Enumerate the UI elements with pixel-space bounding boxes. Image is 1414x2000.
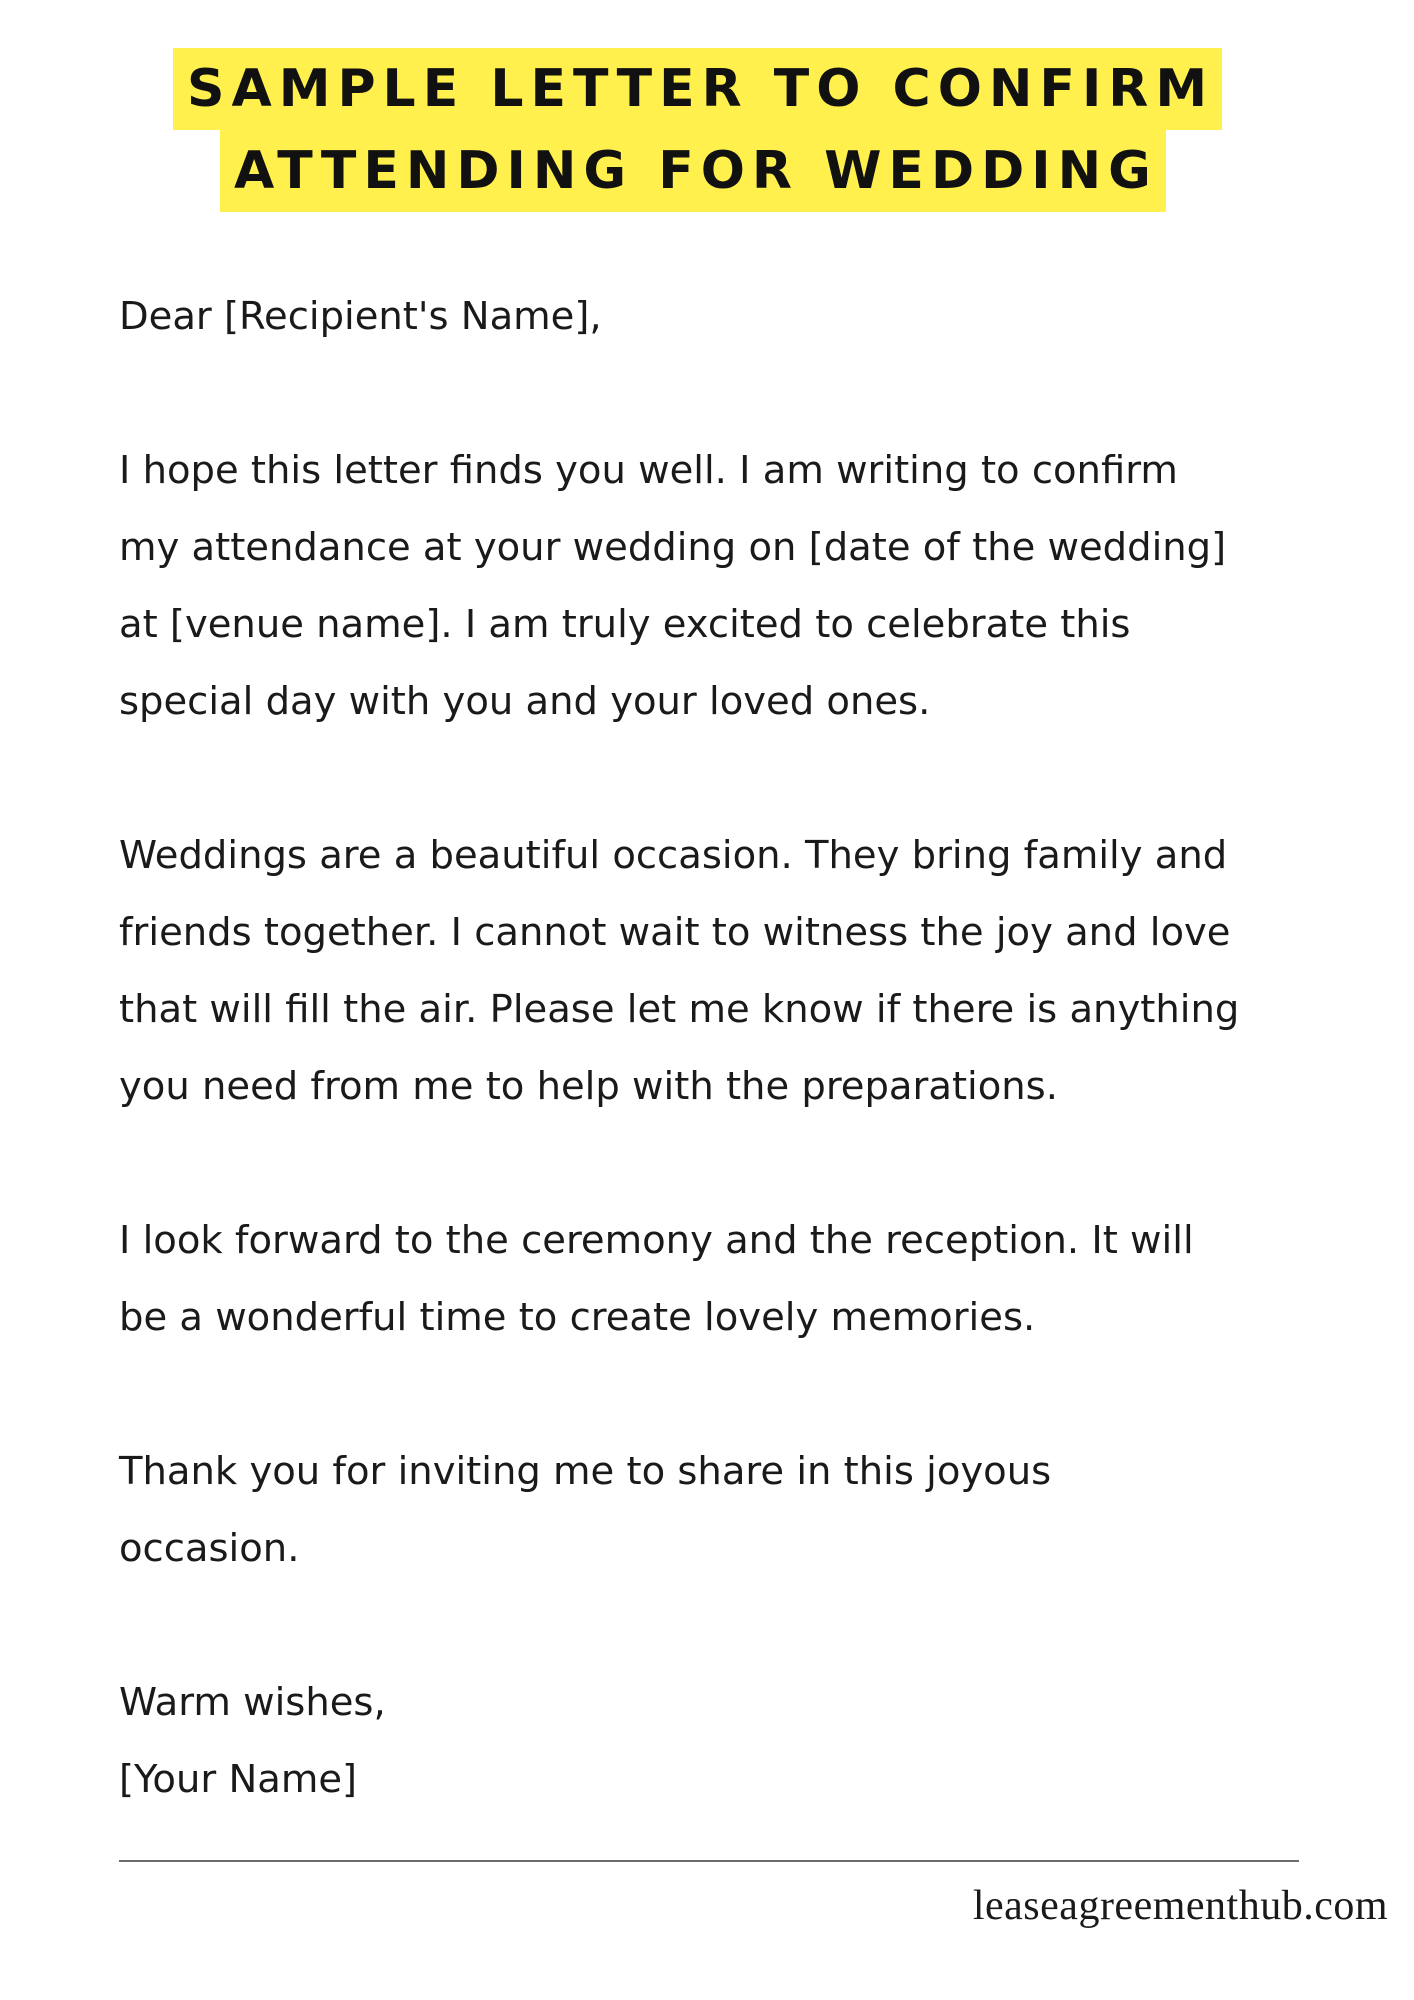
paragraph-2-line: you need from me to help with the preparations. <box>119 1064 1058 1109</box>
paragraph-2 <box>119 817 1359 1125</box>
closing: Warm wishes, <box>119 1680 386 1725</box>
paragraph-4-line: Thank you for inviting me to share in this joyous <box>119 1449 1052 1494</box>
paragraph-1-line: at [venue name]. I am truly excited to celebrate this <box>119 602 1131 647</box>
paragraph-1-line: I hope this letter finds you well. I am writing to confirm <box>119 448 1178 493</box>
paragraph-2-line: that will fill the air. Please let me know if there is anything <box>119 987 1240 1032</box>
footer-divider <box>119 1860 1299 1862</box>
title-line-2: ATTENDING FOR WEDDING <box>220 130 1166 212</box>
closing-block <box>119 1664 1359 1818</box>
paragraph-4-line: occasion. <box>119 1526 300 1571</box>
title-line-1: SAMPLE LETTER TO CONFIRM <box>173 48 1222 130</box>
paragraph-2-line: Weddings are a beautiful occasion. They bring family and <box>119 833 1228 878</box>
paragraph-1-line: my attendance at your wedding on [date of the wedding] <box>119 525 1227 570</box>
signature: [Your Name] <box>119 1757 358 1802</box>
paragraph-3-line: be a wonderful time to create lovely memories. <box>119 1295 1036 1340</box>
letter-body <box>119 278 1359 1818</box>
salutation: Dear [Recipient's Name], <box>119 294 602 339</box>
paragraph-3 <box>119 1202 1359 1356</box>
paragraph-3-line: I look forward to the ceremony and the reception. It will <box>119 1218 1194 1263</box>
paragraph-1-line: special day with you and your loved ones. <box>119 679 931 724</box>
paragraph-2-line: friends together. I cannot wait to witness the joy and love <box>119 910 1231 955</box>
paragraph-4 <box>119 1433 1359 1587</box>
footer-site: leaseagreementhub.com <box>972 1883 1388 1929</box>
paragraph-1 <box>119 432 1359 740</box>
